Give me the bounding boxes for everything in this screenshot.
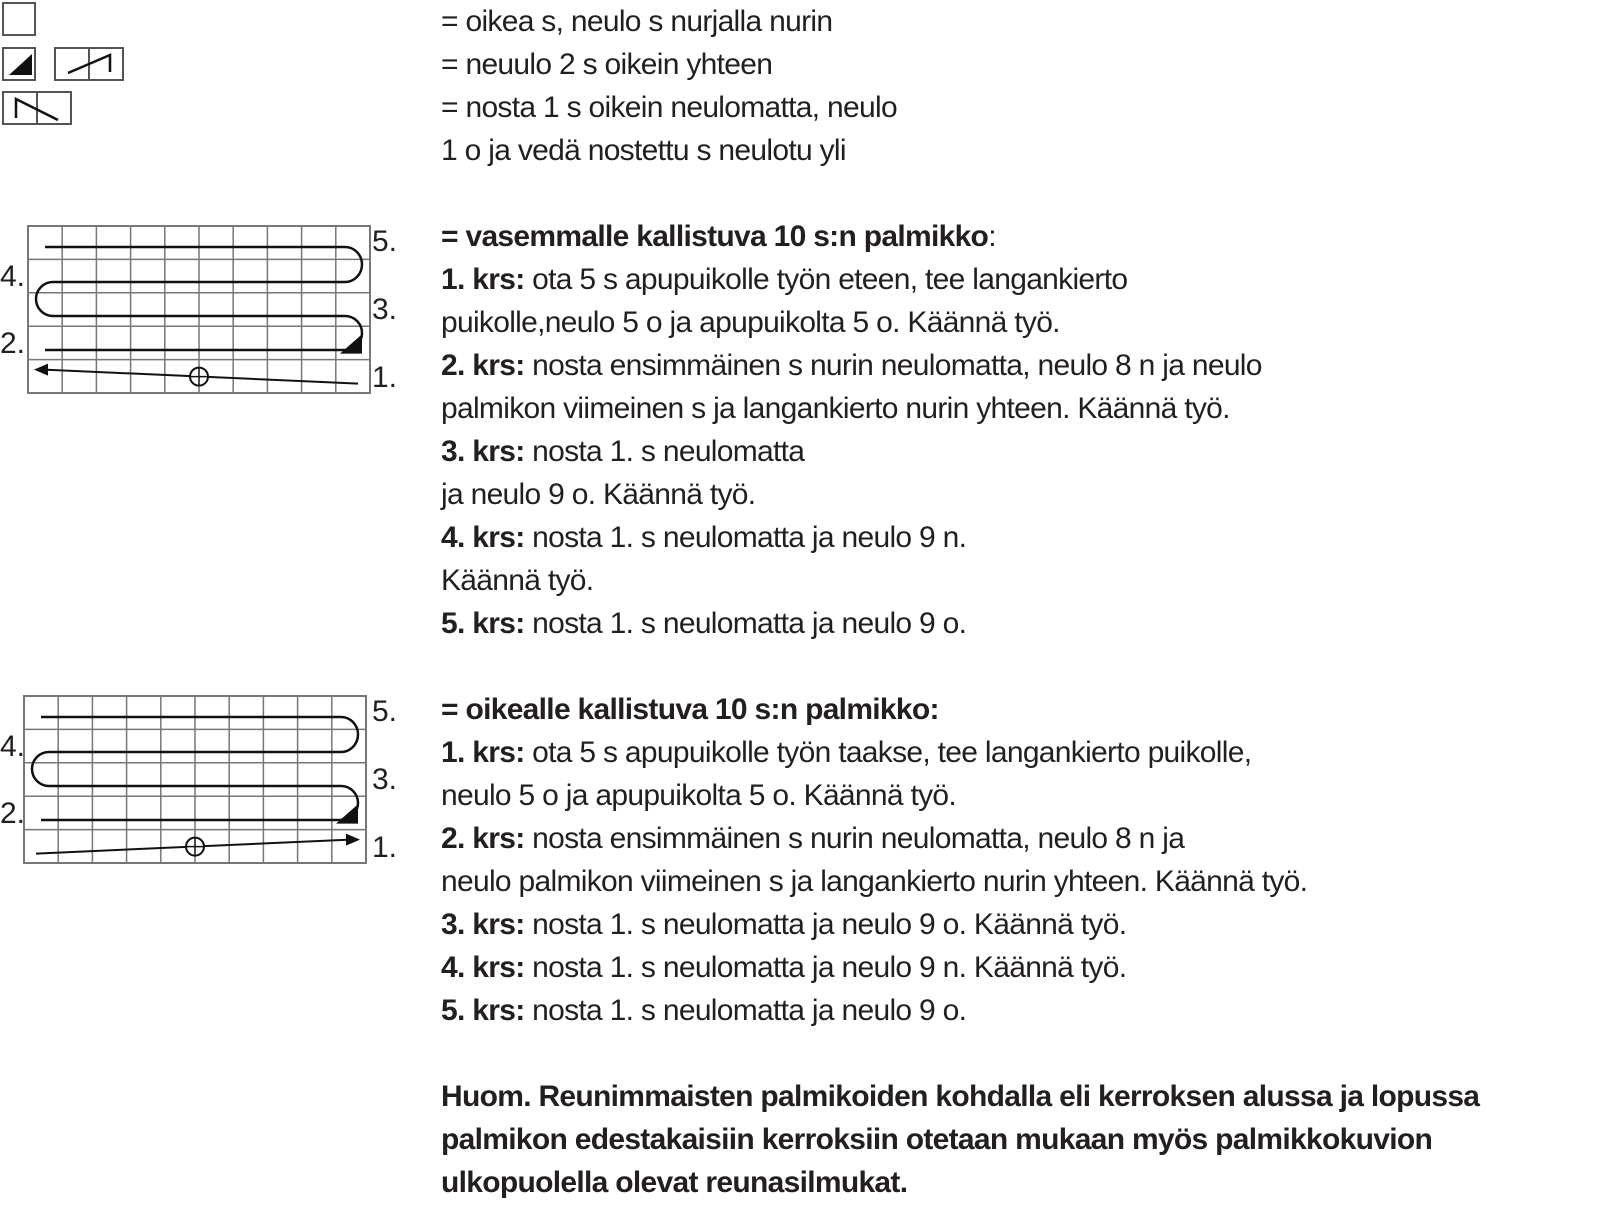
legend-k2tog: = neuulo 2 s oikein yhteen bbox=[441, 48, 773, 81]
instruction-line bbox=[441, 903, 1307, 946]
row-text: nosta 1. s neulomatta bbox=[524, 435, 805, 468]
row-number: 4. bbox=[0, 260, 26, 293]
instruction-line bbox=[441, 774, 1307, 817]
row-label: 2. krs: bbox=[441, 349, 525, 382]
k2tog-icon bbox=[2, 47, 36, 81]
note-line: ulkopuolella olevat reunasilmukat. bbox=[441, 1166, 908, 1199]
note bbox=[441, 1075, 1479, 1204]
row-text: nosta 1. s neulomatta ja neulo 9 n. Käännä työ. bbox=[524, 951, 1127, 984]
row-text: neulo 5 o ja apupuikolta 5 o. Käännä työ. bbox=[441, 779, 957, 812]
row-number: 5. bbox=[372, 225, 398, 258]
row-label: 1. krs: bbox=[441, 736, 525, 769]
instruction-line bbox=[441, 731, 1307, 774]
row-label: 3. krs: bbox=[441, 908, 525, 941]
instruction-line bbox=[441, 301, 1262, 344]
instruction-line bbox=[441, 559, 1262, 602]
row-text: ota 5 s apupuikolle työn eteen, tee langankierto bbox=[524, 263, 1128, 296]
row-number: 5. bbox=[372, 695, 398, 728]
row-number: 1. bbox=[372, 361, 398, 394]
legend-skp-cont: 1 o ja vedä nostettu s neulotu yli bbox=[441, 134, 846, 167]
row-text: palmikon viimeinen s ja langankierto nurin yhteen. Käännä työ. bbox=[441, 392, 1230, 425]
row-label: 2. krs: bbox=[441, 822, 525, 855]
left-cable-title: = vasemmalle kallistuva 10 s:n palmikko bbox=[441, 220, 989, 253]
right-cable-title: = oikealle kallistuva 10 s:n palmikko: bbox=[441, 693, 939, 726]
row-text: ota 5 s apupuikolle työn taakse, tee langankierto puikolle, bbox=[524, 736, 1252, 769]
row-text: neulo palmikon viimeinen s ja langankierto nurin yhteen. Käännä työ. bbox=[441, 865, 1308, 898]
row-number: 4. bbox=[0, 730, 26, 763]
row-text: nosta 1. s neulomatta ja neulo 9 o. bbox=[524, 607, 967, 640]
row-label: 5. krs: bbox=[441, 994, 525, 1027]
instruction-line bbox=[441, 817, 1307, 860]
legend-knit: = oikea s, neulo s nurjalla nurin bbox=[441, 5, 833, 38]
left-cable-chart bbox=[0, 215, 410, 405]
row-text: nosta ensimmäinen s nurin neulomatta, neulo 8 n ja bbox=[524, 822, 1185, 855]
right-cable-text bbox=[441, 688, 1308, 1027]
left-cable-text bbox=[441, 215, 1262, 640]
row-text: puikolle,neulo 5 o ja apupuikolta 5 o. Käännä työ. bbox=[441, 306, 1060, 339]
row-text: nosta 1. s neulomatta ja neulo 9 o. bbox=[524, 994, 967, 1027]
right-cable-chart bbox=[0, 685, 410, 875]
colon: : bbox=[988, 220, 996, 253]
skp-icon bbox=[2, 91, 72, 125]
instruction-line bbox=[441, 989, 1307, 1032]
row-label: 1. krs: bbox=[441, 263, 525, 296]
row-number: 2. bbox=[0, 797, 26, 830]
instruction-line bbox=[441, 860, 1307, 903]
instruction-line bbox=[441, 516, 1262, 559]
row-number: 3. bbox=[372, 763, 398, 796]
instruction-line bbox=[441, 387, 1262, 430]
instruction-line bbox=[441, 430, 1262, 473]
k2tog-wide-icon bbox=[54, 47, 124, 81]
row-number: 3. bbox=[372, 293, 398, 326]
row-label: 3. krs: bbox=[441, 435, 525, 468]
instruction-line bbox=[441, 473, 1262, 516]
legend-skp: = nosta 1 s oikein neulomatta, neulo bbox=[441, 91, 897, 124]
row-text: ja neulo 9 o. Käännä työ. bbox=[441, 478, 756, 511]
instruction-line bbox=[441, 946, 1307, 989]
row-label: 4. krs: bbox=[441, 951, 525, 984]
row-text: nosta 1. s neulomatta ja neulo 9 o. Käännä työ. bbox=[524, 908, 1127, 941]
note-line: palmikon edestakaisiin kerroksiin otetaan mukaan myös palmikkokuvion bbox=[441, 1123, 1433, 1156]
row-number: 1. bbox=[372, 831, 398, 864]
instruction-line bbox=[441, 344, 1262, 387]
note-line: Huom. Reunimmaisten palmikoiden kohdalla eli kerroksen alussa ja lopussa bbox=[441, 1080, 1480, 1113]
knit-stitch-box-icon bbox=[2, 2, 36, 36]
instruction-line bbox=[441, 258, 1262, 301]
row-text: Käännä työ. bbox=[441, 564, 594, 597]
row-label: 5. krs: bbox=[441, 607, 525, 640]
row-number: 2. bbox=[0, 327, 26, 360]
legend-text bbox=[441, 0, 897, 172]
row-text: nosta ensimmäinen s nurin neulomatta, neulo 8 n ja neulo bbox=[524, 349, 1262, 382]
instruction-line bbox=[441, 602, 1262, 645]
row-text: nosta 1. s neulomatta ja neulo 9 n. bbox=[524, 521, 967, 554]
row-label: 4. krs: bbox=[441, 521, 525, 554]
